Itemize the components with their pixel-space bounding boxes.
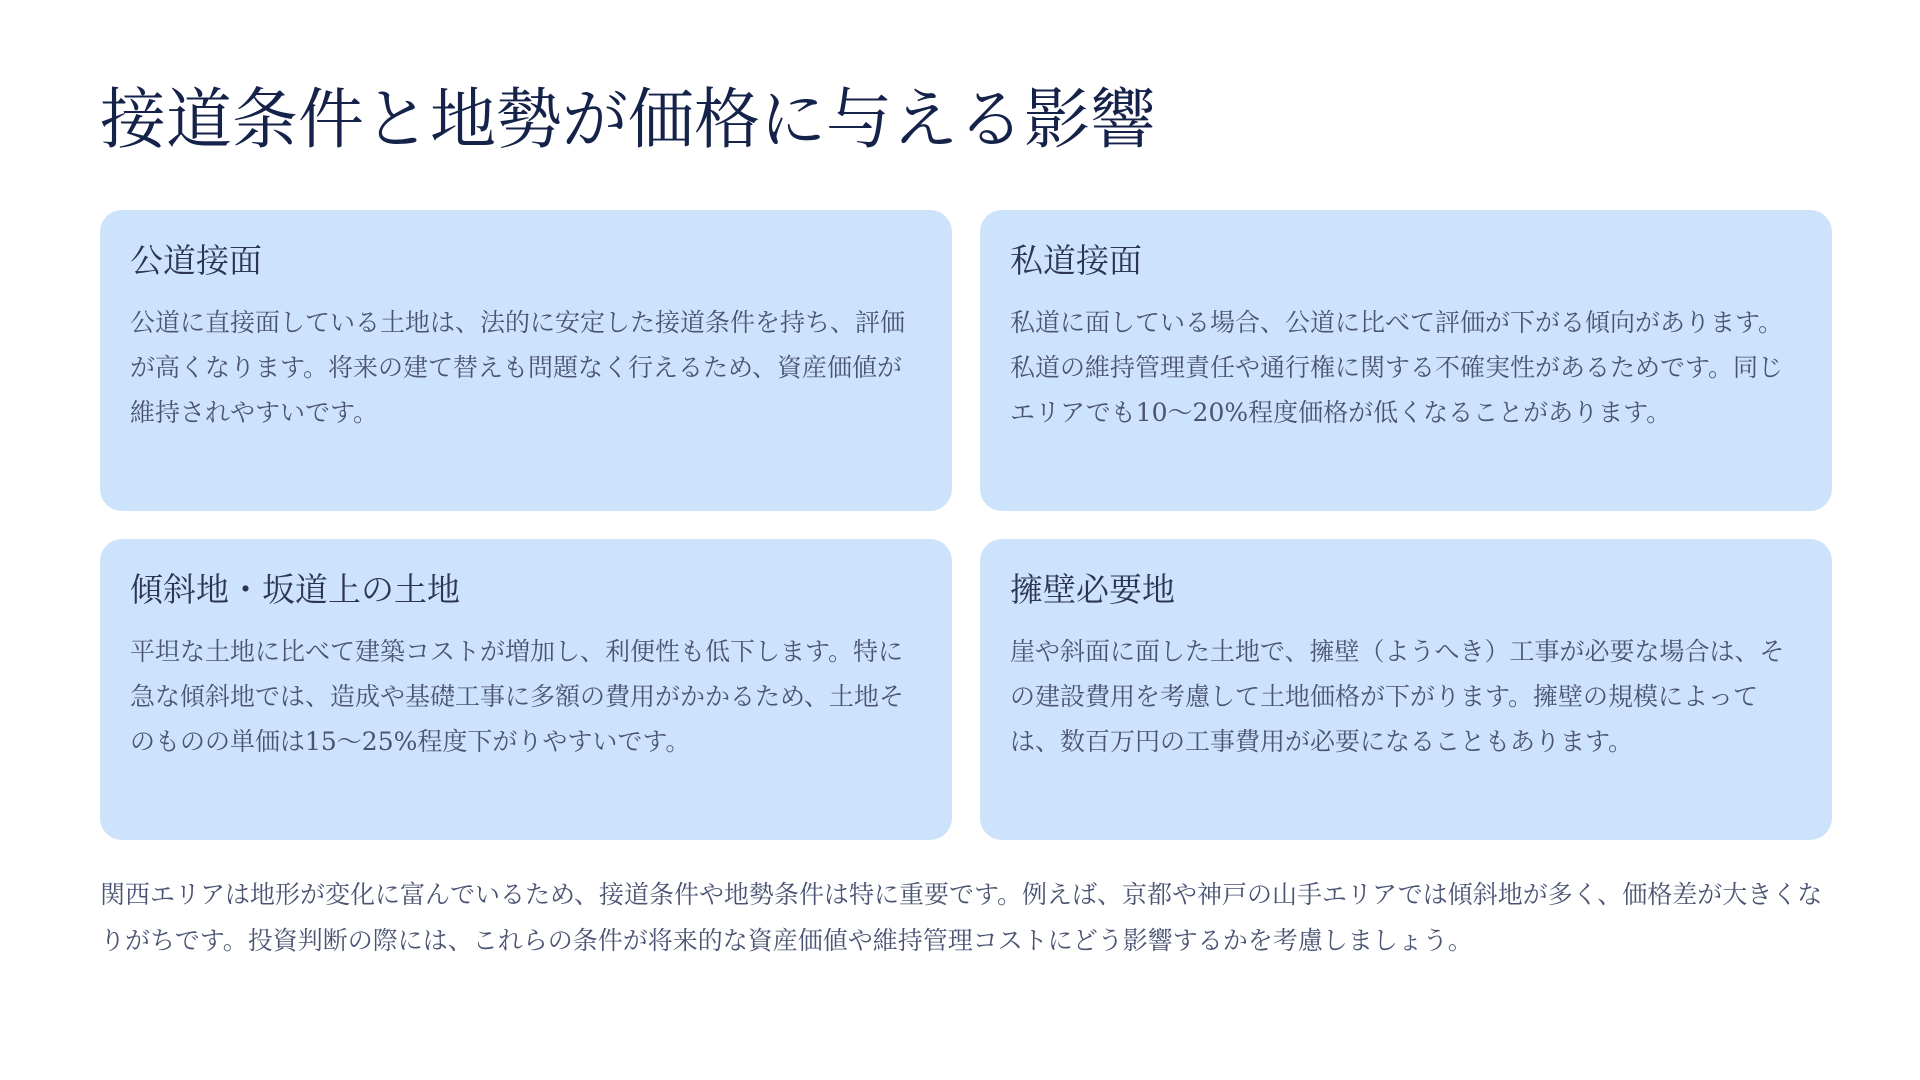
card-body: 平坦な土地に比べて建築コストが増加し、利便性も低下します。特に急な傾斜地では、造成や基礎工事に多額の費用がかかるため、土地そのものの単価は15～25%程度下がりやすいです。 [130, 637, 905, 756]
card-title: 私道接面 [1010, 241, 1142, 280]
card-title: 擁壁必要地 [1010, 570, 1175, 609]
card-body: 私道に面している場合、公道に比べて評価が下がる傾向があります。私道の維持管理責任や通行権に関する不確実性があるためです。同じエリアでも10～20%程度価格が低くなることがあります。 [1010, 308, 1784, 427]
card-private-road [980, 210, 1832, 511]
card-slope-land [100, 539, 952, 840]
card-body: 崖や斜面に面した土地で、擁壁（ようへき）工事が必要な場合は、その建設費用を考慮して土地価格が下がります。擁壁の規模によっては、数百万円の工事費用が必要になることもあります。 [1010, 637, 1785, 756]
card-title: 公道接面 [130, 241, 262, 280]
card-body: 公道に直接面している土地は、法的に安定した接道条件を持ち、評価が高くなります。将来の建て替えも問題なく行えるため、資産価値が維持されやすいです。 [130, 308, 906, 427]
footer-note: 関西エリアは地形が変化に富んでいるため、接道条件や地勢条件は特に重要です。例えば、京都や神戸の山手エリアでは傾斜地が多く、価格差が大きくなりがちです。投資判断の際には、これらの条件が将来的な資産価値や維持管理コストにどう影響するかを考慮しましょう。 [100, 880, 1823, 955]
card-public-road [100, 210, 952, 511]
page-title: 接道条件と地勢が価格に与える影響 [100, 81, 1156, 158]
card-retaining-wall [980, 539, 1832, 840]
card-title: 傾斜地・坂道上の土地 [130, 570, 460, 609]
